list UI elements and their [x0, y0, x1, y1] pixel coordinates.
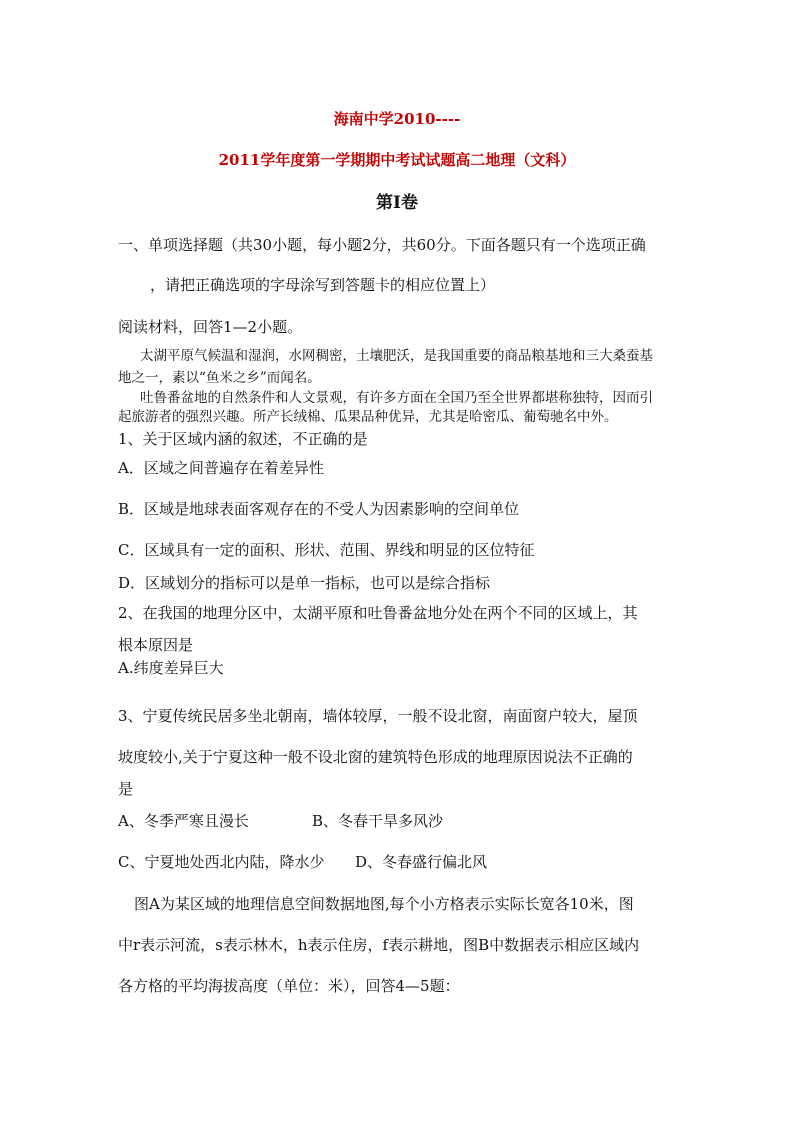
- title-line-2: 2011学年度第一学期期中考试试题高二地理（文科）: [218, 151, 576, 169]
- section-heading-line-1: 一、单项选择题（共30小题，每小题2分，共60分。下面各题只有一个选项正确: [118, 236, 646, 254]
- question-1-option-d: D．区域划分的指标可以是单一指标，也可以是综合指标: [118, 574, 491, 592]
- question-2-option-a: A.纬度差异巨大: [118, 659, 224, 677]
- question-1-option-b: B．区域是地球表面客观存在的不受人为因素影响的空间单位: [118, 500, 520, 518]
- question-2-stem-line-2: 根本原因是: [118, 636, 194, 654]
- volume-heading: 第Ⅰ卷: [376, 193, 418, 213]
- reading-paragraph-1-line-2: 地之一，素以“鱼米之乡”而闻名。: [118, 370, 321, 386]
- question-3-stem-line-1: 3、宁夏传统民居多坐北朝南，墙体较厚，一般不设北窗，南面窗户较大，屋顶: [118, 707, 638, 725]
- reading-paragraph-2-line-1: 吐鲁番盆地的自然条件和人文景观，有许多方面在全国乃至全世界都堪称独特，因而引: [140, 390, 653, 406]
- reading-paragraph-2-line-2: 起旅游者的强烈兴趣。所产长绒棉、瓜果品种优异，尤其是哈密瓜、葡萄驰名中外。: [118, 409, 618, 425]
- figure-intro-line-2: 中r表示河流，s表示林木，h表示住房，f表示耕地，图B中数据表示相应区域内: [118, 936, 640, 954]
- question-3-option-a: A、冬季严寒且漫长: [118, 812, 249, 830]
- figure-intro-line-3: 各方格的平均海拔高度（单位：米），回答4—5题：: [118, 977, 460, 995]
- question-2-stem-line-1: 2、在我国的地理分区中，太湖平原和吐鲁番盆地分处在两个不同的区域上，其: [118, 604, 638, 622]
- question-1-option-a: A．区域之间普遍存在着差异性: [118, 459, 324, 477]
- section-heading-line-2: ，请把正确选项的字母涂写到答题卡的相应位置上）: [150, 276, 496, 294]
- figure-intro-line-1: 图A为某区域的地理信息空间数据地图,每个小方格表示实际长宽各10米，图: [134, 895, 634, 913]
- question-3-stem-line-2: 坡度较小,关于宁夏这种一般不设北窗的建筑特色形成的地理原因说法不正确的: [118, 748, 633, 766]
- title-line-1: 海南中学2010----: [333, 110, 461, 128]
- reading-intro: 阅读材料，回答1—2小题。: [118, 318, 303, 336]
- question-3-option-b: B、冬春干旱多风沙: [312, 812, 444, 830]
- question-1-stem: 1、关于区域内涵的叙述，不正确的是: [118, 430, 368, 448]
- reading-paragraph-1-line-1: 太湖平原气候温和湿润，水网稠密，土壤肥沃，是我国重要的商品粮基地和三大桑蚕基: [140, 348, 653, 364]
- question-3-stem-line-3: 是: [118, 780, 134, 798]
- question-3-option-d: D、冬春盛行偏北风: [355, 853, 488, 871]
- question-1-option-c: C．区域具有一定的面积、形状、范围、界线和明显的区位特征: [118, 541, 535, 559]
- question-3-option-c: C、宁夏地处西北内陆，降水少: [118, 853, 325, 871]
